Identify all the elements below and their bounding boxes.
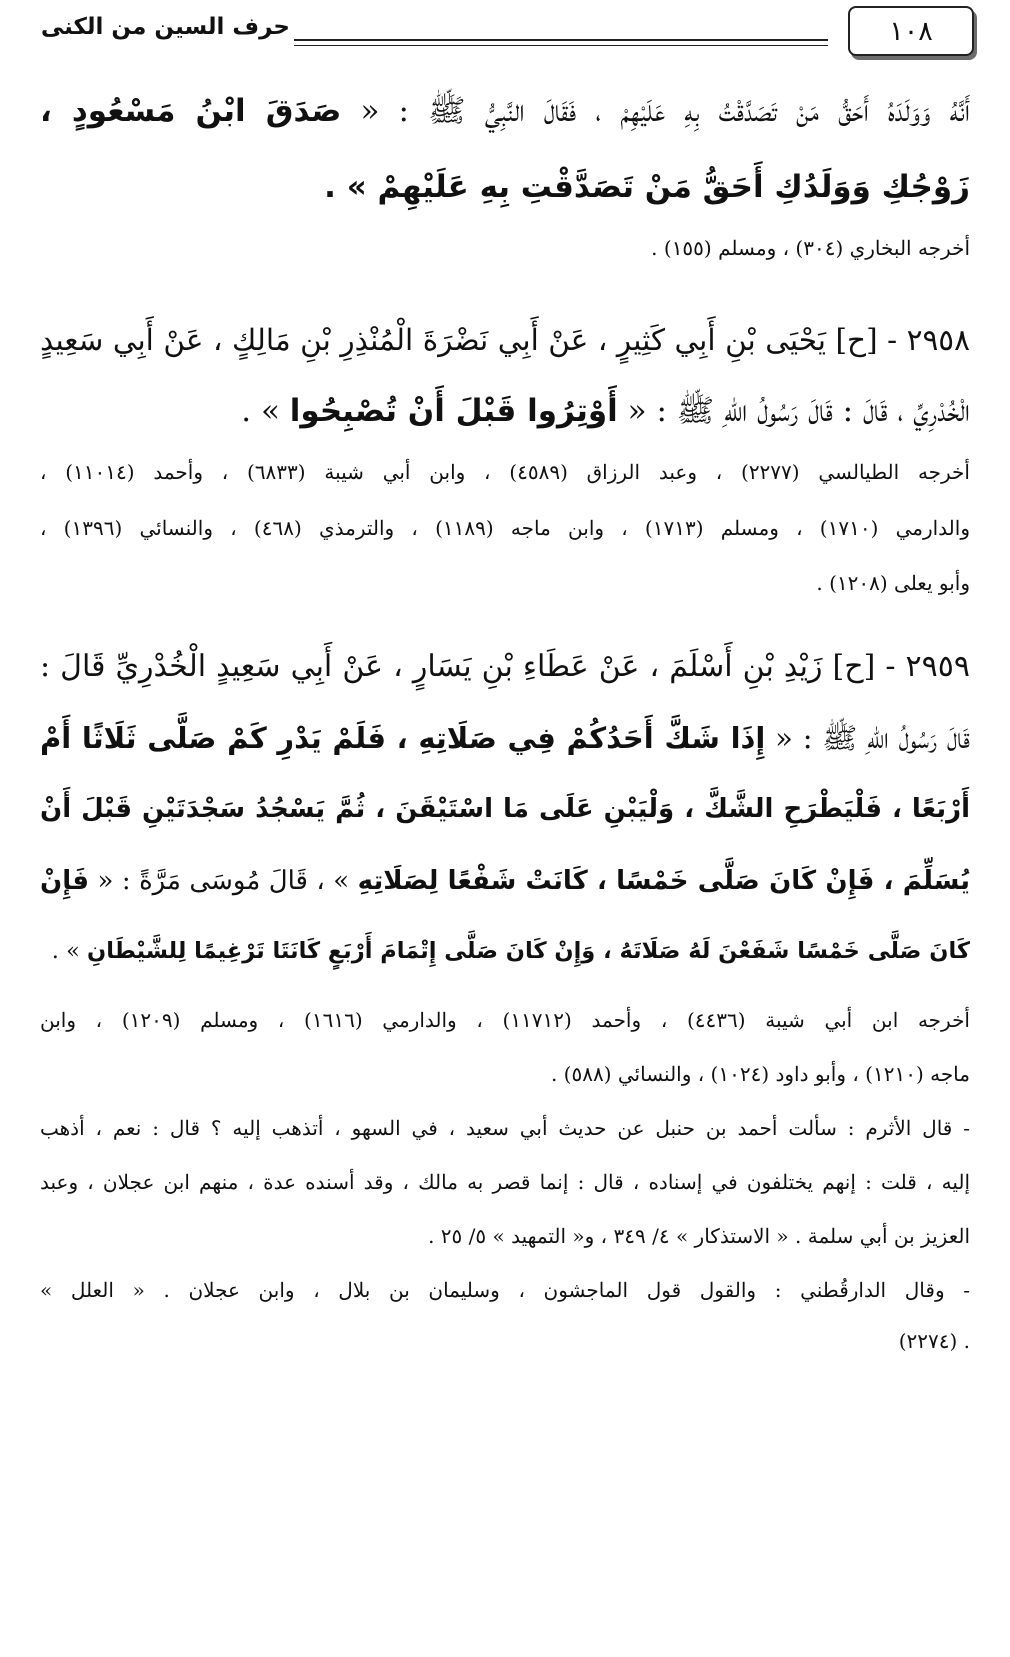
running-title: حرف السين من الكنى (40, 14, 290, 40)
hadith-text-line: ٢٩٥٩ - [ح] زَيْدِ بْنِ أَسْلَمَ ، عَنْ عَطَاءِ بْنِ يَسَارٍ ، عَنْ أَبِي سَعِيدٍ الْخُدْرِيِّ قَالَ : (40, 649, 970, 684)
prophetic-saying: أَرْبَعًا ، فَلْيَطْرَحِ الشَّكَّ ، وَلْيَبْنِ عَلَى مَا اسْتَيْقَنَ ، ثُمَّ يَسْجُدُ سَجْدَتَيْنِ قَبْلَ أَنْ (40, 794, 970, 824)
hadith-text-line (40, 393, 970, 429)
hadith-text-line: ٢٩٥٨ - [ح] يَحْيَى بْنِ أَبِي كَثِيرٍ ، عَنْ أَبِي نَضْرَةَ الْمُنْذِرِ بْنِ مَالِكٍ ، عَنْ أَبِي سَعِيدٍ (40, 323, 970, 357)
note-line: - وقال الدارقُطني : والقول قول الماجشون ، وسليمان بن بلال ، وابن عجلان . « العلل » (40, 1278, 970, 1302)
hadith-text-line (40, 169, 970, 205)
hadith-text: قَالَ رَسُولُ اللهِ ﷺ : « (765, 721, 970, 755)
note-line: . (٢٢٧٤) (898, 1329, 970, 1353)
takhrij-line: أخرجه ابن أبي شيبة (٤٤٣٦) ، وأحمد (١١٧١٢) ، والدارمي (١٦١٦) ، ومسلم (١٢٠٩) ، وابن (40, 1008, 970, 1032)
hadith-text-line (40, 868, 970, 894)
note-line: إليه ، قلت : إنهم يختلفون في إسناده ، قال : إنما قصر به مالك ، وقد أسنده عدة ، منهم ابن عجلان ، وعبد (40, 1170, 970, 1194)
hadith-text-line (40, 796, 970, 822)
takhrij-line: ماجه (١٢١٠) ، وأبو داود (١٠٢٤) ، والنسائي (٥٨٨) . (550, 1062, 970, 1086)
hadith-text: أَنَّهُ وَوَلَدَهُ أَحَقُّ مَنْ تَصَدَّقْتُ بِهِ عَلَيْهِمْ ، فَقَالَ النَّبِيُّ ﷺ : « (341, 93, 971, 129)
hadith-text-line (40, 93, 971, 129)
hadith-text: » . (51, 938, 87, 964)
page-header (36, 6, 974, 64)
header-rule (294, 39, 828, 41)
header-rule-thin (294, 45, 828, 46)
hadith-text: » . (241, 393, 290, 429)
takhrij-line: أخرجه البخاري (٣٠٤) ، ومسلم (١٥٥) . (651, 236, 970, 260)
page-number: ١٠٨ (848, 6, 974, 56)
hadith-text: الْخُدْرِيِّ ، قَالَ : قَالَ رَسُولُ اللهِ ﷺ : « (617, 393, 970, 429)
prophetic-saying: يُسَلِّمَ ، فَإِنْ كَانَ صَلَّى خَمْسًا ، كَانَتْ شَفْعًا لِصَلَاتِهِ (357, 866, 970, 896)
takhrij-line: وأبو يعلى (١٢٠٨) . (816, 571, 970, 595)
hadith-text-line (40, 940, 970, 963)
prophetic-saying: فَإِنْ (40, 866, 89, 896)
prophetic-saying: صَدَقَ ابْنُ مَسْعُودٍ ، (40, 93, 342, 129)
takhrij-line: والدارمي (١٧١٠) ، ومسلم (١٧١٣) ، وابن ماجه (١١٨٩) ، والترمذي (٤٦٨) ، والنسائي (١٣٩٦) ، (40, 516, 970, 540)
note-line: العزيز بن أبي سلمة . « الاستذكار » ٤/ ٣٤٩ ، و« التمهيد » ٥/ ٢٥ . (428, 1224, 970, 1248)
prophetic-saying: زَوْجُكِ وَوَلَدُكِ أَحَقُّ مَنْ تَصَدَّقْتِ بِهِ عَلَيْهِمْ » . (324, 169, 970, 205)
hadith-text-line (40, 721, 970, 755)
note-line: - قال الأثرم : سألت أحمد بن حنبل عن حديث أبي سعيد ، في السهو ، أتذهب إليه ؟ قال : نعم ، أذهب (40, 1116, 970, 1140)
hadith-text: » ، قَالَ مُوسَى مَرَّةً : « (88, 866, 358, 896)
prophetic-saying: إِذَا شَكَّ أَحَدُكُمْ فِي صَلَاتِهِ ، فَلَمْ يَدْرِ كَمْ صَلَّى ثَلَاثًا أَمْ (40, 721, 766, 755)
prophetic-saying: كَانَ صَلَّى خَمْسًا شَفَعْنَ لَهُ صَلَاتَهُ ، وَإِنْ كَانَ صَلَّى إِتْمَامَ أَرْبَعٍ كَانَتَا تَرْغِيمًا لِلشَّيْطَانِ (87, 938, 970, 964)
prophetic-saying: أَوْتِرُوا قَبْلَ أَنْ تُصْبِحُوا (289, 393, 618, 429)
takhrij-line: أخرجه الطيالسي (٢٢٧٧) ، وعبد الرزاق (٤٥٨٩) ، وابن أبي شيبة (٦٨٣٣) ، وأحمد (١١٠١٤) ، (40, 460, 970, 484)
